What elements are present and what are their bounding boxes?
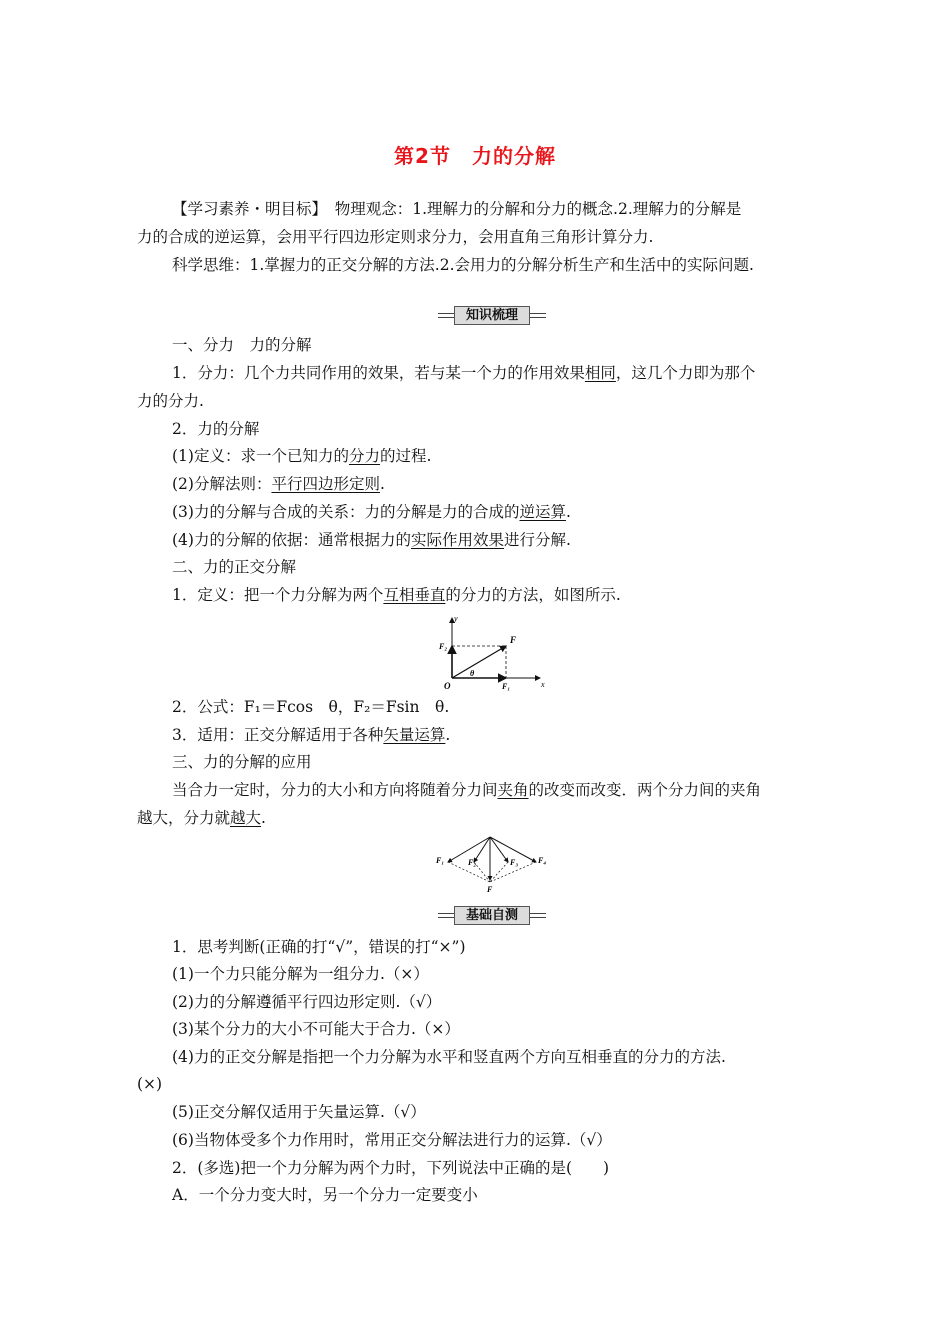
sec1-paragraph-1: 1．分力：几个力共同作用的效果，若与某一个力的作用效果相同，这几个力即为那个	[172, 364, 756, 382]
section-2-heading: 二、力的正交分解	[172, 558, 297, 576]
f4-label: F₄	[538, 856, 547, 865]
statement-5: (5)正交分解仅适用于矢量运算.（√）	[172, 1103, 426, 1121]
blank-answer: 矢量运算	[383, 726, 446, 744]
origin-label: O	[444, 681, 451, 691]
sec1-paragraph-2: 2．力的分解	[172, 420, 260, 438]
blank-answer: 分力	[348, 447, 380, 465]
option-a: A．一个分力变大时，另一个分力一定要变小	[172, 1186, 478, 1204]
sec3-paragraph-2: 越大，分力就越大.	[137, 809, 266, 827]
blank-answer: 夹角	[497, 781, 529, 799]
sec1-item-1: (1)定义：求一个已知力的分力的过程.	[172, 447, 432, 465]
statement-4: (4)力的正交分解是指把一个力分解为水平和竖直两个方向互相垂直的分力的方法.	[172, 1048, 726, 1066]
blank-answer: 逆运算	[519, 503, 566, 521]
statement-6: (6)当物体受多个力作用时，常用正交分解法进行力的运算.（√）	[172, 1131, 612, 1149]
blank-answer: 互相垂直	[383, 586, 446, 604]
force-f-vector	[452, 646, 506, 678]
goals-line-1: 【学习素养・明目标】 物理观念：1.理解力的分解和分力的概念.2.理解力的分解是	[172, 200, 742, 218]
x-label: x	[541, 680, 545, 689]
sec3-paragraph-1: 当合力一定时，分力的大小和方向将随着分力间夹角的改变而改变．两个分力间的夹角	[172, 781, 762, 799]
section-1-heading: 一、分力 力的分解	[172, 336, 312, 354]
banner-knowledge: 知识梳理	[438, 306, 546, 324]
f-label: F	[510, 635, 517, 645]
statement-1: (1)一个力只能分解为一组分力.（×）	[172, 965, 429, 983]
f3-label: F₃	[510, 858, 519, 867]
orthogonal-decomposition-figure	[436, 612, 548, 692]
question-1: 1．思考判断(正确的打“√”，错误的打“×”)	[172, 938, 466, 956]
blank-answer: 实际作用效果	[410, 531, 504, 549]
blank-answer: 相同	[584, 364, 616, 382]
sec2-paragraph-1: 1．定义：把一个力分解为两个互相垂直的分力的方法，如图所示.	[172, 586, 621, 604]
f-label: F	[487, 885, 493, 894]
f1-label: F₁	[436, 856, 445, 865]
statement-2: (2)力的分解遵循平行四边形定则.（√）	[172, 993, 442, 1011]
sec1-paragraph-1-cont: 力的分力.	[137, 392, 204, 410]
y-label: y	[454, 614, 458, 623]
question-2: 2．(多选)把一个力分解为两个力时，下列说法中正确的是( )	[172, 1159, 610, 1177]
sec1-item-2: (2)分解法则：平行四边形定则.	[172, 475, 385, 493]
goals-line-3: 科学思维：1.掌握力的正交分解的方法.2.会用力的分解分析生产和生活中的实际问题.	[172, 256, 754, 274]
f1-label: F₁	[502, 682, 511, 691]
sec1-item-4: (4)力的分解的依据：通常根据力的实际作用效果进行分解.	[172, 531, 571, 549]
page-title: 第2节 力的分解	[394, 144, 556, 168]
blank-answer: 越大	[230, 809, 262, 827]
theta-label: θ	[470, 669, 475, 678]
banner-selftest: 基础自测	[438, 906, 546, 924]
force-angle-figure	[432, 832, 552, 894]
statement-4-answer: (×)	[137, 1075, 163, 1093]
sec1-item-3: (3)力的分解与合成的关系：力的分解是力的合成的逆运算.	[172, 503, 571, 521]
f2-label: F₂	[439, 642, 448, 651]
section-3-heading: 三、力的分解的应用	[172, 753, 312, 771]
f2-label: F₂	[468, 858, 477, 867]
sec2-applicability: 3．适用：正交分解适用于各种矢量运算.	[172, 726, 451, 744]
goals-label: 【学习素养・明目标】	[172, 200, 320, 218]
sec2-formula: 2．公式：F₁＝Fcos θ，F₂＝Fsin θ.	[172, 698, 450, 716]
goals-line-2: 力的合成的逆运算，会用平行四边形定则求分力，会用直角三角形计算分力.	[137, 228, 654, 246]
statement-3: (3)某个分力的大小不可能大于合力.（×）	[172, 1020, 460, 1038]
blank-answer: 平行四边形定则	[271, 475, 380, 493]
